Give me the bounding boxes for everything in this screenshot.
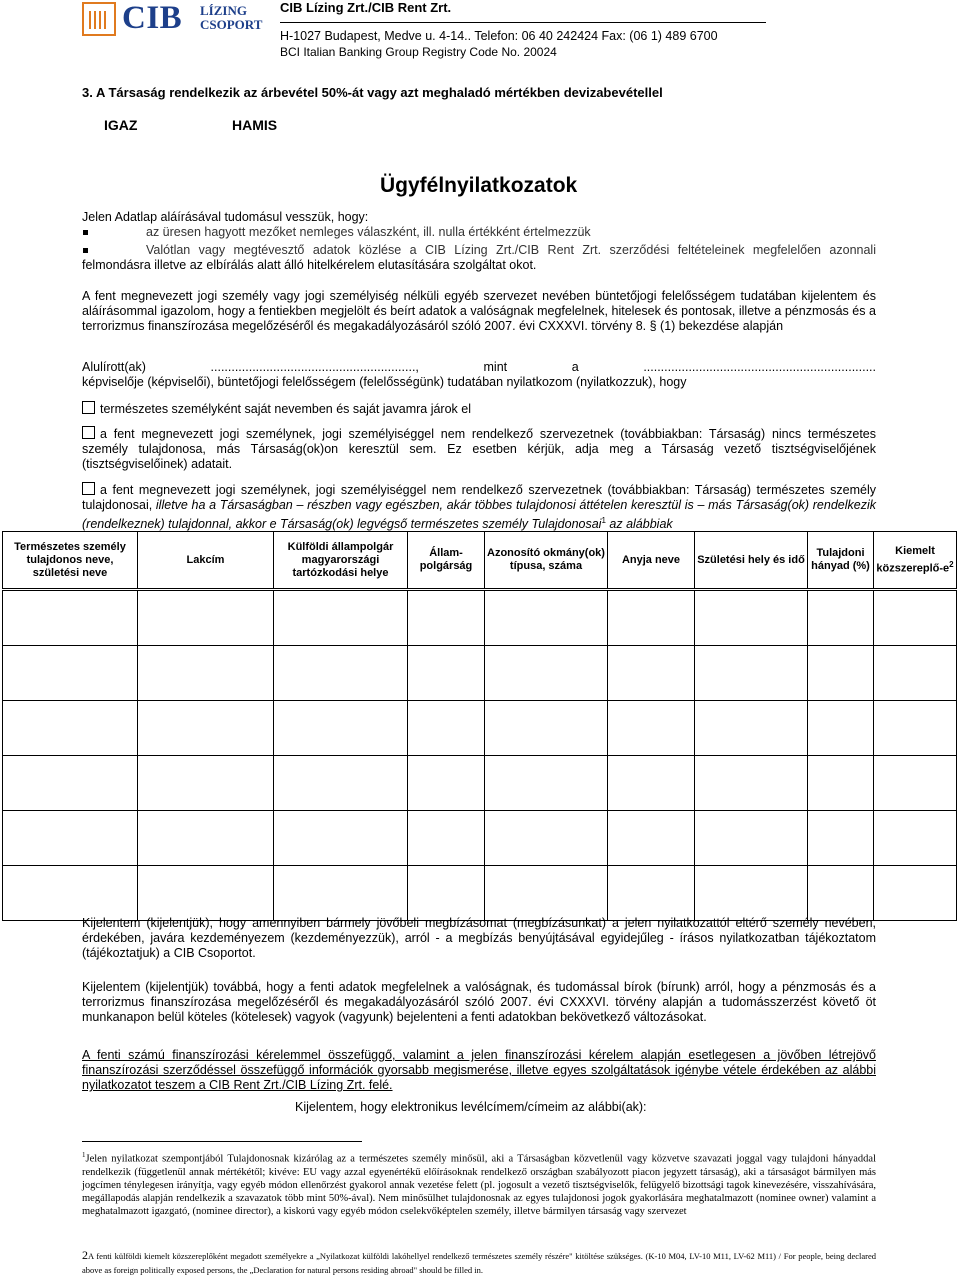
question-3: 3. A Társaság rendelkezik az árbevétel 50%-át vagy azt meghaladó mértékben devizabevétellel bbox=[82, 85, 663, 100]
logo-subtext bbox=[200, 4, 262, 32]
table-cell[interactable] bbox=[695, 811, 808, 866]
column-header: Azonosító okmány(ok) típusa, száma bbox=[485, 532, 608, 590]
table-cell[interactable] bbox=[695, 646, 808, 701]
table-cell[interactable] bbox=[808, 756, 874, 811]
bullet-icon bbox=[83, 230, 88, 235]
table-cell[interactable] bbox=[274, 701, 408, 756]
intro-text: Jelen Adatlap aláírásával tudomásul vesszük, hogy: bbox=[82, 210, 369, 224]
table-row bbox=[3, 590, 957, 646]
page-title: Ügyfélnyilatkozatok bbox=[380, 174, 578, 197]
bullet-text-continued: felmondásra illetve az elbírálás alatt álló hitelkérelem elutasítására szolgáltat okot. bbox=[82, 258, 537, 272]
column-header: Tulajdoni hányad (%) bbox=[808, 532, 874, 590]
footnote-mark: 2 bbox=[82, 1248, 88, 1262]
table-cell[interactable] bbox=[485, 701, 608, 756]
logo-subtext-line1: LÍZING bbox=[200, 3, 247, 18]
footnote-ref: 1 bbox=[601, 516, 606, 525]
table-cell[interactable] bbox=[874, 756, 957, 811]
table-cell[interactable] bbox=[485, 590, 608, 646]
list-item bbox=[82, 225, 876, 240]
footnote-1 bbox=[82, 1149, 876, 1218]
option-a-text: természetes személyként saját nevemben és saját javamra járok el bbox=[100, 402, 471, 416]
logo-mark-icon bbox=[82, 2, 116, 36]
table-cell[interactable] bbox=[608, 866, 695, 921]
logo-subtext-line2: CSOPORT bbox=[200, 17, 263, 32]
column-header: Természetes személy tulajdonos neve, születési neve bbox=[3, 532, 138, 590]
header-divider bbox=[280, 22, 766, 23]
table-cell[interactable] bbox=[485, 646, 608, 701]
table-row bbox=[3, 701, 957, 756]
table-cell[interactable] bbox=[874, 590, 957, 646]
legal-declaration: A fent megnevezett jogi személy vagy jogi személyiség nélküli egyéb szervezet nevében büntetőjogi felelősségem tudatában kijelentem és aláírásommal igazolom, hogy a fentiekben megjelölt és beírt adatok a valóságnak megfelelnek, hitelesek és pontosak, illetve a pénzmosás és a terrorizmus finanszírozása megelőzéséről és megakadályozásáról szóló 2007. évi CXXXVI. törvény 8. § (1) bekezdése alapján bbox=[82, 289, 876, 333]
option-c-italic: illetve ha a Társaságban – részben vagy egészben, akár többes tulajdonosi áttételen keresztül is – más Társaság(ok) rendelkezik (rendelkeznek) tulajdonnal, akkor e Társaság(ok) legvégső természetes személy Tulajdonosai bbox=[82, 498, 876, 532]
option-c-end: az alábbiak bbox=[609, 517, 673, 532]
table-cell[interactable] bbox=[695, 756, 808, 811]
table-cell[interactable] bbox=[408, 756, 485, 811]
table-cell[interactable] bbox=[138, 811, 274, 866]
checkbox[interactable] bbox=[82, 426, 95, 439]
column-header: Kiemelt közszereplő-e bbox=[876, 544, 950, 575]
logo-text: CIB bbox=[122, 0, 183, 36]
option-c bbox=[82, 482, 876, 532]
table-cell[interactable] bbox=[3, 590, 138, 646]
option-a bbox=[82, 401, 876, 417]
table-cell[interactable] bbox=[485, 811, 608, 866]
change-declaration: Kijelentem (kijelentjük) továbbá, hogy a fenti adatok megfelelnek a valóságnak, és tudomással bírok (bírunk) arról, hogy a pénzmosás és a terrorizmus finanszírozása megelőzéséről és megakadályozásáról szóló 2007. évi CXXXVI. törvény alapján a tudomásszerzést követő öt munkanapon belül köteles (kötelesek) vagyok (vagyunk) bejelenteni a fenti adatokban bekövetkező változásokat. bbox=[82, 980, 876, 1024]
mandate-declaration: Kijelentem (kijelentjük), hogy amennyiben bármely jövőbeli megbízásomat (megbízásunkat) a jelen nyilatkozattól eltérő személy nevében, érdekében, javára kezdeményezem (kezdeményezzük), arról - a megbízás benyújtásával egyidejűleg - írásos nyilatkozatban tájékoztatom (tájékoztatjuk) a CIB Csoportot. bbox=[82, 916, 876, 960]
option-true[interactable]: IGAZ bbox=[104, 117, 138, 133]
table-cell[interactable] bbox=[874, 701, 957, 756]
representative-line: képviselője (képviselői), büntetőjogi felelősségem (felelősségünk) tudatában nyilatkozom (nyilatkozzuk), hogy bbox=[82, 375, 687, 389]
table-cell[interactable] bbox=[274, 866, 408, 921]
checkbox[interactable] bbox=[82, 482, 95, 495]
bullet-text: az üresen hagyott mezőket nemleges válaszként, ill. nulla értékként értelmezzük bbox=[146, 225, 591, 239]
table-cell[interactable] bbox=[874, 646, 957, 701]
table-cell[interactable] bbox=[808, 590, 874, 646]
table-cell[interactable] bbox=[408, 646, 485, 701]
list-item bbox=[82, 243, 876, 258]
column-header: Születési hely és idő bbox=[695, 532, 808, 590]
table-cell[interactable] bbox=[874, 866, 957, 921]
table-cell[interactable] bbox=[3, 756, 138, 811]
table-cell[interactable] bbox=[274, 811, 408, 866]
table-cell[interactable] bbox=[608, 646, 695, 701]
option-false[interactable]: HAMIS bbox=[232, 117, 278, 133]
footnote-text: A fenti külföldi kiemelt közszereplőként megadott személyekre a „Nyilatkozat külföldi lakóhellyel rendelkező természetes személy részére" kitöltése szükséges. (K-10 M04, LV-10 M11, LV-62 M11) / For people, being declared above as foreign politically exposed persons, the „Declaration for natural persons residing abroad" should be filled in. bbox=[82, 1251, 876, 1275]
column-header: Állam-polgárság bbox=[408, 532, 485, 590]
table-cell[interactable] bbox=[408, 811, 485, 866]
footnote-ref: 2 bbox=[949, 559, 954, 569]
table-cell[interactable] bbox=[138, 866, 274, 921]
table-cell[interactable] bbox=[3, 811, 138, 866]
table-cell[interactable] bbox=[608, 811, 695, 866]
table-cell[interactable] bbox=[808, 811, 874, 866]
table-cell[interactable] bbox=[485, 866, 608, 921]
table-cell[interactable] bbox=[3, 701, 138, 756]
bullet-text: Valótlan vagy megtévesztő adatok közlése a CIB Lízing Zrt./CIB Rent Zrt. szerződési feltételeinek megfelelően azonnali bbox=[146, 243, 876, 257]
table-row bbox=[3, 811, 957, 866]
table-cell[interactable] bbox=[608, 701, 695, 756]
option-b-text: a fent megnevezett jogi személynek, jogi személyiséggel nem rendelkező szervezetnek (továbbiakban: Társaság) nincs természetes személy tulajdonosa, más Társaság(ok)on keresztül sem. Ez esetben kérjük, adja meg a Társaság vezető tisztségviselőjének (tisztségviselőinek) adatait. bbox=[82, 427, 876, 471]
table-cell[interactable] bbox=[808, 646, 874, 701]
table-cell[interactable] bbox=[695, 701, 808, 756]
table-cell[interactable] bbox=[485, 756, 608, 811]
table-header-row bbox=[3, 532, 957, 590]
owners-table bbox=[2, 531, 957, 921]
email-consent: A fenti számú finanszírozási kérelemmel összefüggő, valamint a jelen finanszírozási kérelem alapján esetlegesen a jövőben létrejövő finanszírozási szerződéssel összefüggő információk gyorsabb megismerése, illetve egyes szolgáltatások igénybe vétele érdekében az alábbi nyilatkozatot teszem a CIB Rent Zrt./CIB Lízing Zrt. felé. bbox=[82, 1048, 876, 1092]
table-cell[interactable] bbox=[408, 701, 485, 756]
table-cell[interactable] bbox=[138, 756, 274, 811]
table-cell[interactable] bbox=[695, 866, 808, 921]
table-cell[interactable] bbox=[274, 646, 408, 701]
footnote-mark: 1 bbox=[82, 1151, 86, 1159]
footnote-text: Jelen nyilatkozat szempontjából Tulajdonosnak kizárólag az a természetes személy minősül, aki a Társaságban közvetlenül vagy közvetve szavazati joggal vagy tulajdoni hányaddal rendelkezik (függetlenül annak mértékétől; kivéve: EU vagy azzal egyenértékű előírásoknak rendelkező országban szabályozott piacon jegyzett társaság), aki a társaságot bármilyen más jogcímen ténylegesen irányítja, vagy egyéb módon ellenőrzést gyakorol annak vezetése felett (pl. jogosult a vezető tisztségviselők, felügyelő bizottsági tagok kinevezésére, visszahívására, megállapodás alapján rendelkezik a szavazatok több mint 50%-ával). Nem minősülhet tulajdonosnak az egyes tulajdonosi jogok gyakorlására meghatalmazott (nominee owner) valamint a meghatalmazott igazgató, (nominee director), a kiskorú vagy egyéb módon cselekvőképtelen személy, illetve bármilyen társaság vagy szervezet bbox=[82, 1153, 876, 1217]
signer-line[interactable]: Alulírott(ak) ..........................................................., mint a ................................................................... bbox=[82, 360, 876, 374]
table-cell[interactable] bbox=[3, 866, 138, 921]
table-cell[interactable] bbox=[695, 590, 808, 646]
table-cell[interactable] bbox=[274, 756, 408, 811]
option-b bbox=[82, 426, 876, 472]
footnote-divider bbox=[82, 1141, 362, 1142]
table-cell[interactable] bbox=[408, 866, 485, 921]
table-cell[interactable] bbox=[274, 590, 408, 646]
column-header: Lakcím bbox=[138, 532, 274, 590]
column-header-pep bbox=[874, 532, 957, 590]
table-cell[interactable] bbox=[138, 646, 274, 701]
checkbox[interactable] bbox=[82, 401, 95, 414]
email-line: Kijelentem, hogy elektronikus levélcímem/címeim az alábbi(ak): bbox=[295, 1100, 647, 1114]
column-header: Külföldi állampolgár magyarországi tartózkodási helye bbox=[274, 532, 408, 590]
option-c-text: a fent megnevezett jogi személynek, jogi személyiséggel nem rendelkező szervezetnek (továbbiakban: Társaság) természetes személy tulajdonosai, bbox=[82, 483, 876, 512]
table-cell[interactable] bbox=[138, 590, 274, 646]
table-cell[interactable] bbox=[608, 590, 695, 646]
column-header: Anyja neve bbox=[608, 532, 695, 590]
table-cell[interactable] bbox=[138, 701, 274, 756]
registry-code: BCI Italian Banking Group Registry Code No. 20024 bbox=[280, 45, 557, 59]
table-row bbox=[3, 646, 957, 701]
table-cell[interactable] bbox=[808, 866, 874, 921]
table-cell[interactable] bbox=[874, 811, 957, 866]
table-row bbox=[3, 756, 957, 811]
table-cell[interactable] bbox=[408, 590, 485, 646]
table-row bbox=[3, 866, 957, 921]
table-cell[interactable] bbox=[3, 646, 138, 701]
table-cell[interactable] bbox=[808, 701, 874, 756]
company-name: CIB Lízing Zrt./CIB Rent Zrt. bbox=[280, 0, 452, 15]
company-address: H-1027 Budapest, Medve u. 4-14.. Telefon: 06 40 242424 Fax: (06 1) 489 6700 bbox=[280, 29, 718, 43]
table-cell[interactable] bbox=[608, 756, 695, 811]
footnote-2 bbox=[82, 1248, 876, 1277]
bullet-icon bbox=[83, 248, 88, 253]
